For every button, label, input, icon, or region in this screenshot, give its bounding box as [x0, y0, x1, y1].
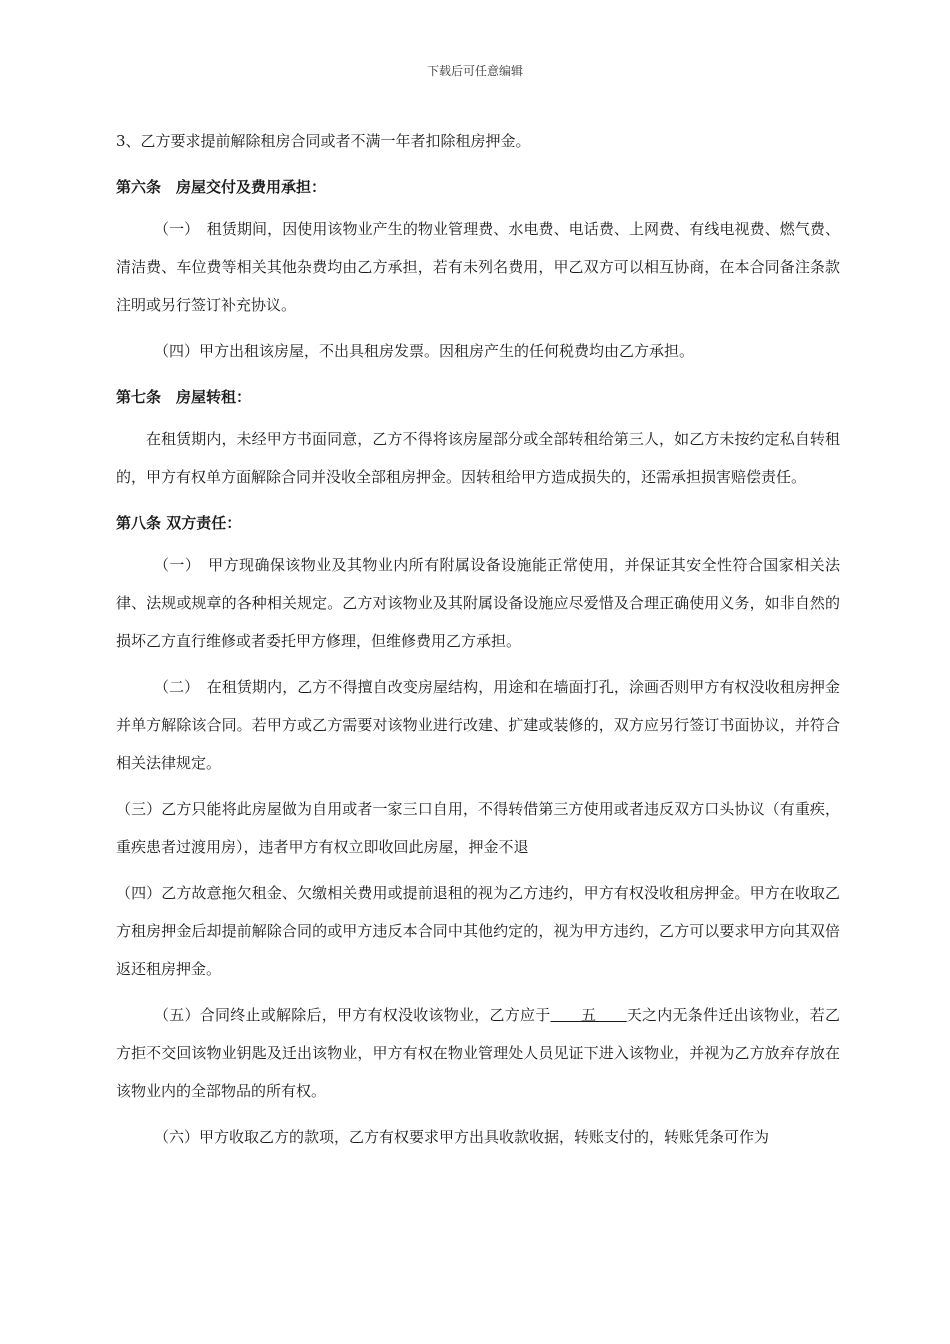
article-8-paragraph-5-lead: （五）合同终止或解除后，甲方有权没收该物业，乙方应于: [154, 1006, 551, 1024]
article-6-title: 第六条 房屋交付及费用承担：: [116, 178, 327, 196]
article-6-paragraph-1: （一） 租赁期间，因使用该物业产生的物业管理费、水电费、电话费、上网费、有线电视费、燃气费、清洁费、车位费等相关其他杂费均由乙方承担，若有未列名费用，甲乙双方可以相互协商，在本合同备注条款注明或另行签订补充协议。: [116, 220, 840, 314]
page-header: 下载后可任意编辑: [426, 64, 523, 78]
article-8-title: 第八条 双方责任：: [116, 514, 242, 532]
article-6-paragraph-4: （四）甲方出租该房屋，不出具租房发票。因租房产生的任何税费均由乙方承担。: [154, 342, 695, 360]
article-8-paragraph-3: （三）乙方只能将此房屋做为自用或者一家三口自用，不得转借第三方使用或者违反双方口头协议（有重疾，重疾患者过渡用房），违者甲方有权立即收回此房屋，押金不退: [116, 800, 840, 856]
article-8-paragraph-1: （一） 甲方现确保该物业及其物业内所有附属设备设施能正常使用，并保证其安全性符合国家相关法律、法规或规章的各种相关规定。乙方对该物业及其附属设备设施应尽爱惜及合理正确使用义务，如非自然的损坏乙方直行维修或者委托甲方修理，但维修费用乙方承担。: [116, 556, 840, 650]
article-8-paragraph-2: （二） 在租赁期内，乙方不得擅自改变房屋结构，用途和在墙面打孔，涂画否则甲方有权没收租房押金并单方解除该合同。若甲方或乙方需要对该物业进行改建、扩建或装修的，双方应另行签订书面协议，并符合相关法律规定。: [116, 678, 840, 772]
article-8-paragraph-5: [116, 996, 840, 1110]
article-7-paragraph: 在租赁期内，未经甲方书面同意，乙方不得将该房屋部分或全部转租给第三人，如乙方未按约定私自转租的，甲方有权单方面解除合同并没收全部租房押金。因转租给甲方造成损失的，还需承担损害赔偿责任。: [116, 430, 840, 486]
article-8-paragraph-6: （六）甲方收取乙方的款项，乙方有权要求甲方出具收款收据，转账支付的，转账凭条可作为: [154, 1128, 770, 1146]
article-8-paragraph-4: （四）乙方故意拖欠租金、欠缴相关费用或提前退租的视为乙方违约，甲方有权没收租房押金。甲方在收取乙方租房押金后却提前解除合同的或甲方违反本合同中其他约定的，视为甲方违约，乙方可以要求甲方向其双倍返还租房押金。: [116, 884, 840, 978]
document-body: [116, 122, 840, 1156]
clause-item-3: 3、乙方要求提前解除租房合同或者不满一年者扣除租房押金。: [116, 132, 531, 150]
article-7-title: 第七条 房屋转租：: [116, 388, 252, 406]
days-blank-field: 五: [550, 1006, 627, 1024]
article-8-paragraph-5-rest: 天之内无条件迁出该物业，若乙方拒不交回该物业钥匙及迁出该物业，甲方有权在物业管理处人员见证下进入该物业，并视为乙方放弃存放在该物业内的全部物品的所有权。: [116, 1006, 840, 1100]
